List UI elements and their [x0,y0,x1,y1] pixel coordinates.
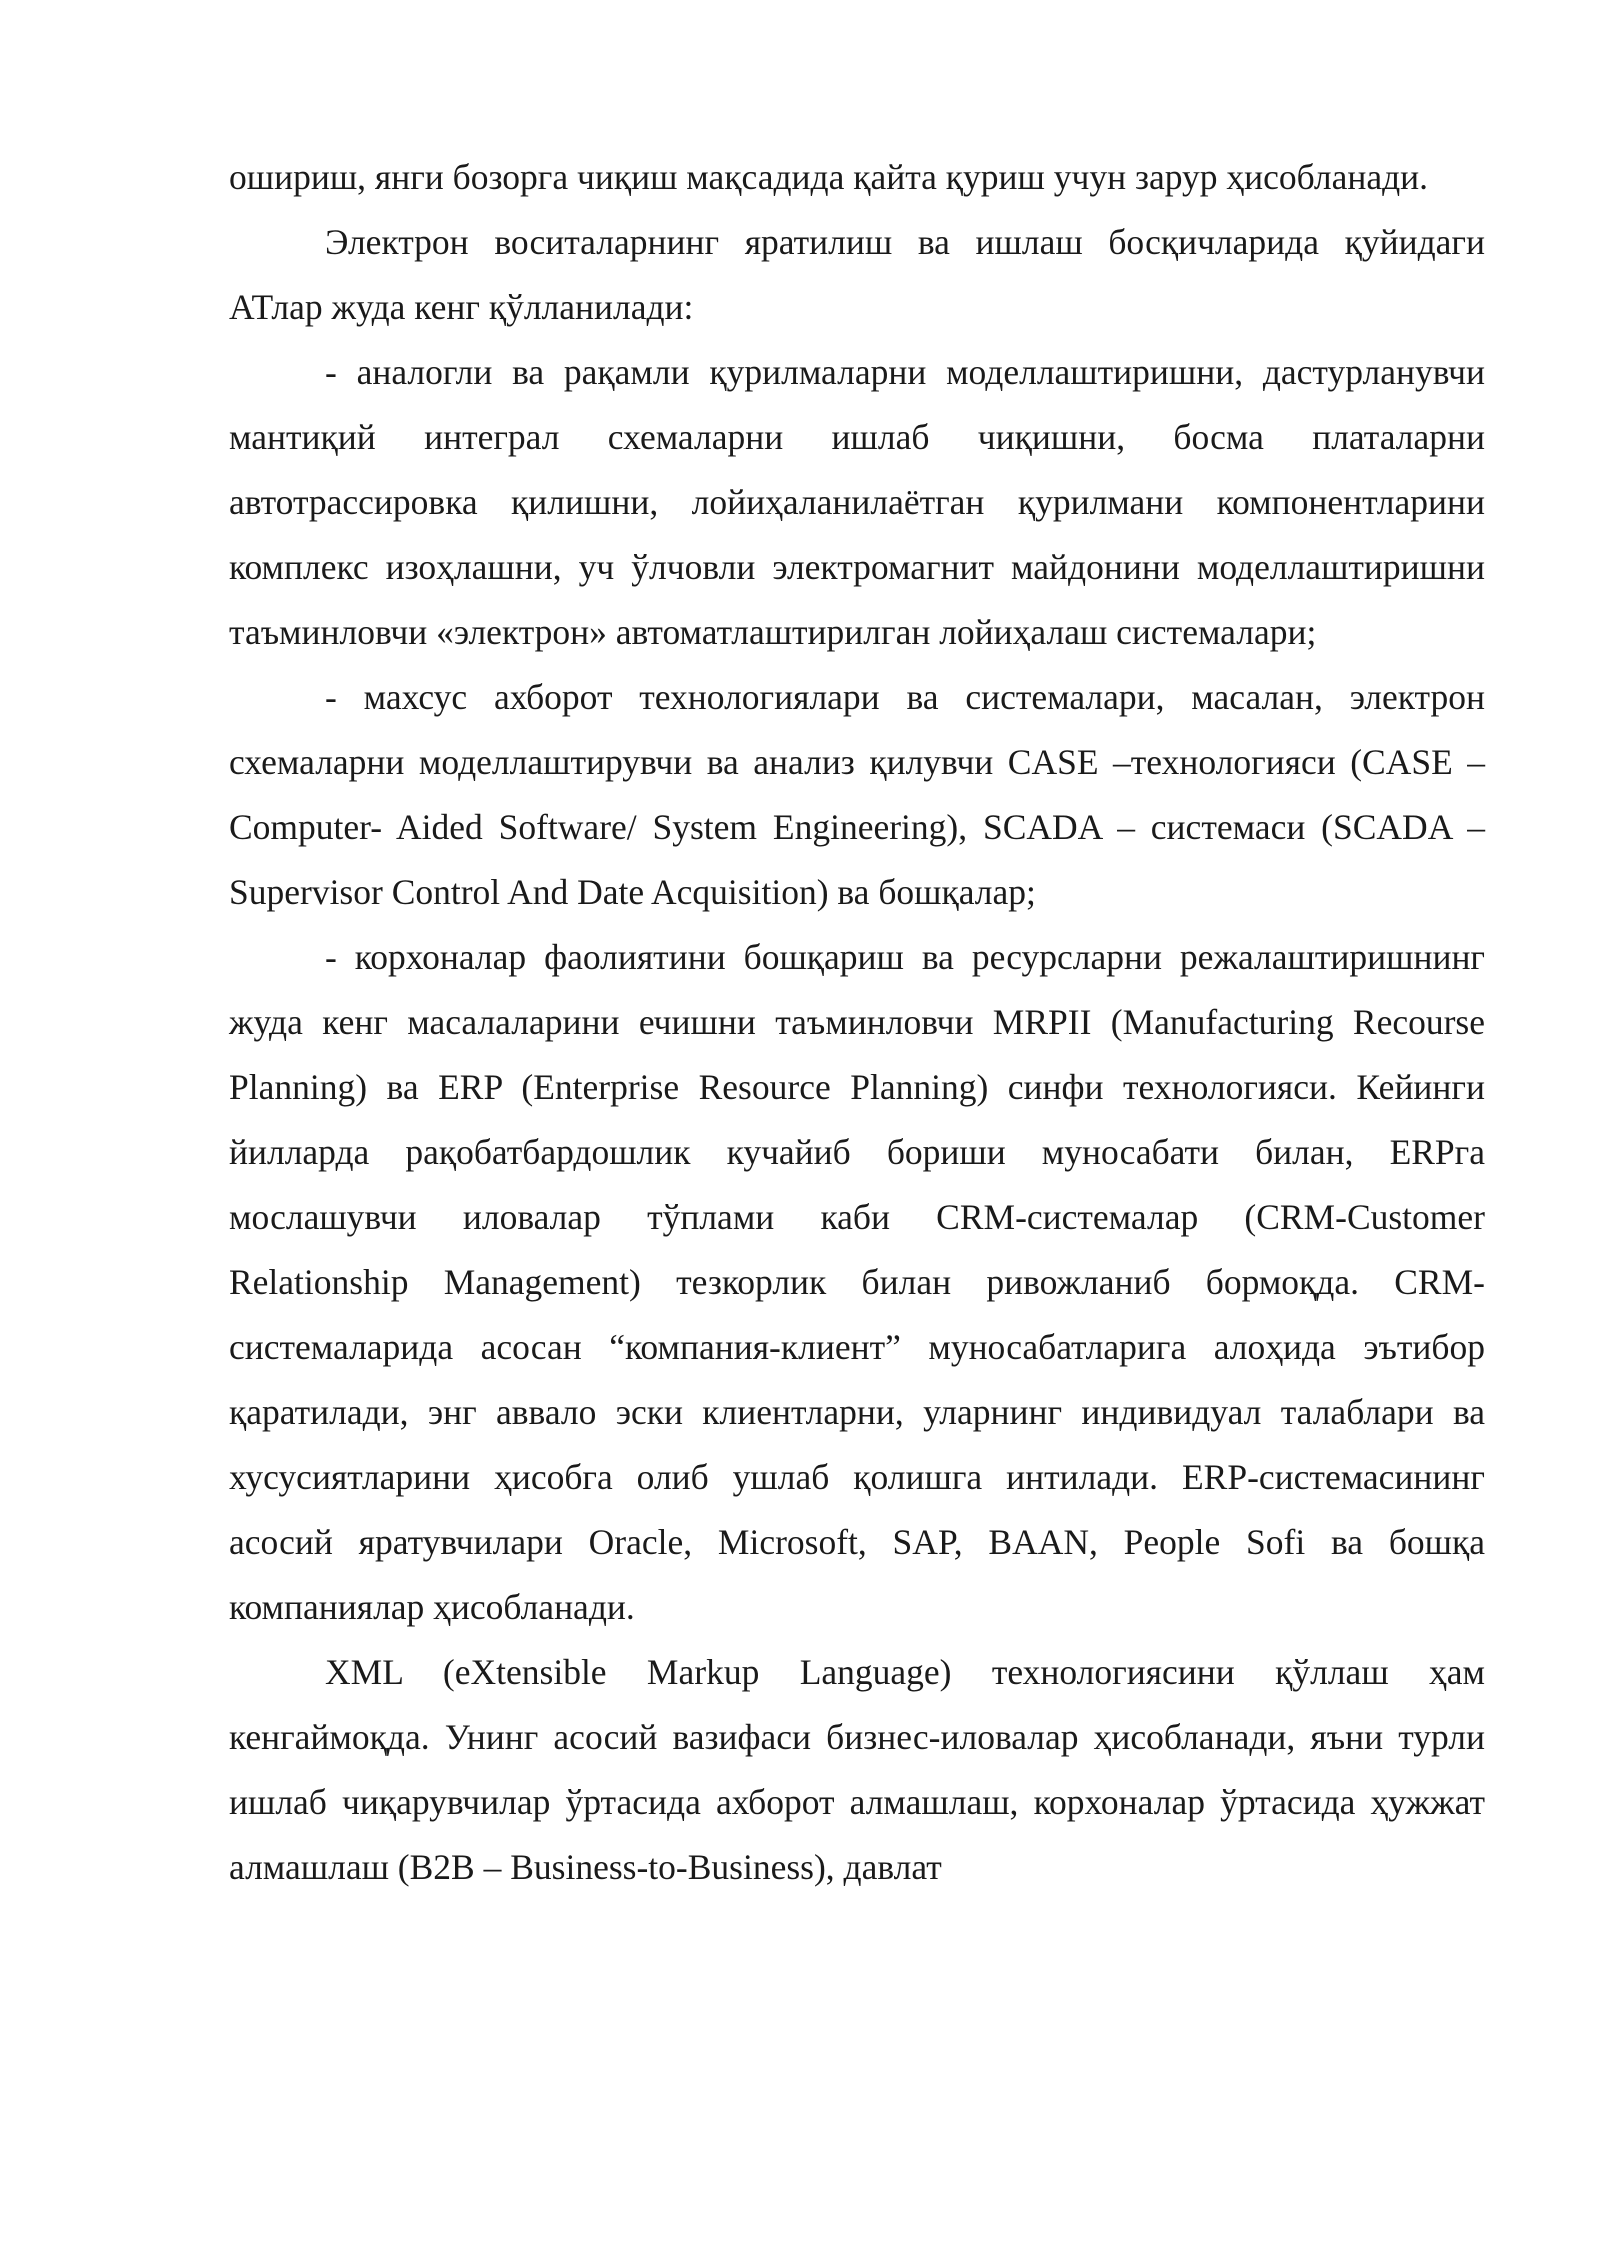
list-item-electronic-cad: - аналогли ва рақамли қурилмаларни моделлаштиришни, дастурланувчи мантиқий интеграл схемаларни ишлаб чиқишни, босма платаларни автотрассировка қилишни, лойиҳаланилаётган қурилмани компонентларини комплекс изоҳлашни, уч ўлчовли электромагнит майдонини моделлаштиришни таъминловчи «электрон» автоматлаштирилган лойиҳалаш системалари; [229,352,1485,652]
paragraph-intro: Электрон воситаларнинг яратилиш ва ишлаш босқичларида қуйидаги АТлар жуда кенг қўлланилади: [229,222,1485,327]
body-text [229,145,1485,1900]
list-item-special-it: - махсус ахборот технологиялари ва системалари, масалан, электрон схемаларни моделлаштирувчи ва анализ қилувчи CASE –технологияси (CASE – Computer- Aided Software/ System Engineering), SCADA – системаси (SCADA – Supervisor Control And Date Acquisition) ва бошқалар; [229,677,1485,912]
paragraph-xml: XML (eXtensible Markup Language) технологиясини қўллаш ҳам кенгаймоқда. Унинг асосий вазифаси бизнес-иловалар ҳисобланади, яъни турли ишлаб чиқарувчилар ўртасида ахборот алмашлаш, корхоналар ўртасида ҳужжат алмашлаш (B2B – Business-to-Business), давлат [229,1652,1485,1887]
paragraph-continuation: ошириш, янги бозорга чиқиш мақсадида қайта қуриш учун зарур ҳисобланади. [229,157,1429,197]
list-item-erp: - корхоналар фаолиятини бошқариш ва ресурсларни режалаштиришнинг жуда кенг масалаларини ечишни таъминловчи MRPII (Manufacturing Recourse Planning) ва ERP (Enterprise Resource Planning) синфи технологияси. Кейинги йилларда рақобатбардошлик кучайиб бориши муносабати билан, ERPга мослашувчи иловалар тўплами каби CRM-системалар (CRM-Customer Relationship Management) тезкорлик билан ривожланиб бормоқда. CRM-системаларида асосан “компания-клиент” муносабатларига алоҳида эътибор қаратилади, энг аввало эски клиентларни, уларнинг индивидуал талаблари ва хусусиятларини ҳисобга олиб ушлаб қолишга интилади. ERP-системасининг асосий яратувчилари Oracle, Microsoft, SAP, BAAN, People Sofi ва бошқа компаниялар ҳисобланади. [229,937,1485,1627]
